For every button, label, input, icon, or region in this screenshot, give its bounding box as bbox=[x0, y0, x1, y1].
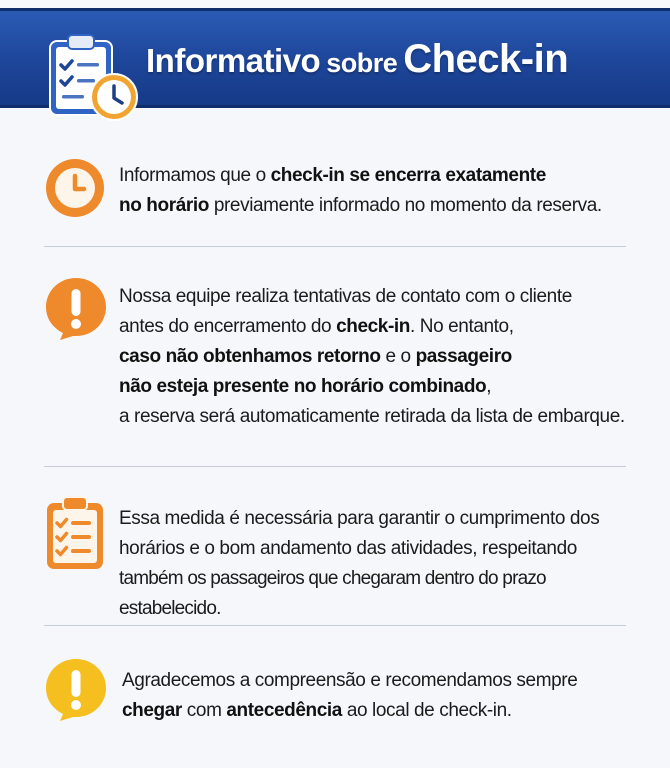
text-line bbox=[119, 161, 640, 191]
text-segment: a reserva será automaticamente retirada da lista de embarque. bbox=[119, 406, 625, 427]
exclamation-bubble-yellow-icon bbox=[44, 657, 108, 723]
text-segment: também os passageiros que chegaram dentro do prazo estabelecido. bbox=[119, 568, 546, 619]
section-text bbox=[122, 666, 640, 726]
text-line bbox=[119, 564, 640, 624]
bold-segment: antecedência bbox=[226, 700, 342, 721]
bold-segment: caso não obtenhamos retorno bbox=[119, 346, 381, 367]
section-text bbox=[119, 161, 640, 221]
text-line bbox=[122, 666, 640, 696]
text-line bbox=[119, 282, 640, 312]
text-line bbox=[119, 342, 640, 372]
text-line bbox=[119, 402, 640, 432]
clock-icon bbox=[44, 157, 106, 219]
section-text bbox=[119, 504, 640, 624]
page-header bbox=[0, 8, 670, 108]
text-segment: Essa medida é necessária para garantir o cumprimento dos bbox=[119, 508, 600, 529]
text-segment: Informamos que o bbox=[119, 165, 271, 186]
text-line bbox=[119, 312, 640, 342]
text-segment: com bbox=[181, 700, 227, 721]
text-segment: antes do encerramento do bbox=[119, 316, 337, 337]
bold-segment: passageiro bbox=[415, 346, 512, 367]
text-segment: ao local de check-in. bbox=[341, 700, 512, 721]
bold-segment: check-in bbox=[336, 316, 410, 337]
text-line bbox=[119, 191, 640, 221]
text-segment: , bbox=[486, 376, 492, 397]
bold-segment: no horário bbox=[119, 195, 209, 216]
exclamation-bubble-icon bbox=[44, 276, 108, 342]
text-line bbox=[119, 534, 640, 564]
clipboard-clock-icon bbox=[46, 31, 142, 123]
text-line bbox=[122, 696, 640, 726]
text-segment: horários e o bom andamento das atividades, respeitando bbox=[119, 538, 577, 559]
page-title bbox=[146, 37, 568, 82]
text-segment: Nossa equipe realiza tentativas de contato com o cliente bbox=[119, 286, 572, 307]
text-line bbox=[119, 372, 640, 402]
checklist-icon bbox=[44, 495, 106, 571]
section-divider bbox=[44, 466, 626, 467]
section-divider bbox=[44, 625, 626, 626]
title-part-3: Check-in bbox=[403, 37, 569, 81]
title-part-1: Informativo bbox=[146, 42, 321, 79]
section-divider bbox=[44, 246, 626, 247]
bold-segment: check-in se encerra exatamente bbox=[270, 165, 546, 186]
text-segment: . No entanto, bbox=[409, 316, 514, 337]
text-line bbox=[119, 504, 640, 534]
section-text bbox=[119, 282, 640, 432]
bold-segment: não esteja presente no horário combinado bbox=[119, 376, 487, 397]
text-segment: Agradecemos a compreensão e recomendamos sempre bbox=[122, 670, 578, 691]
text-segment: e o bbox=[380, 346, 416, 367]
title-part-2: sobre bbox=[326, 48, 398, 78]
bold-segment: chegar bbox=[122, 700, 182, 721]
text-segment: previamente informado no momento da reserva. bbox=[208, 195, 602, 216]
